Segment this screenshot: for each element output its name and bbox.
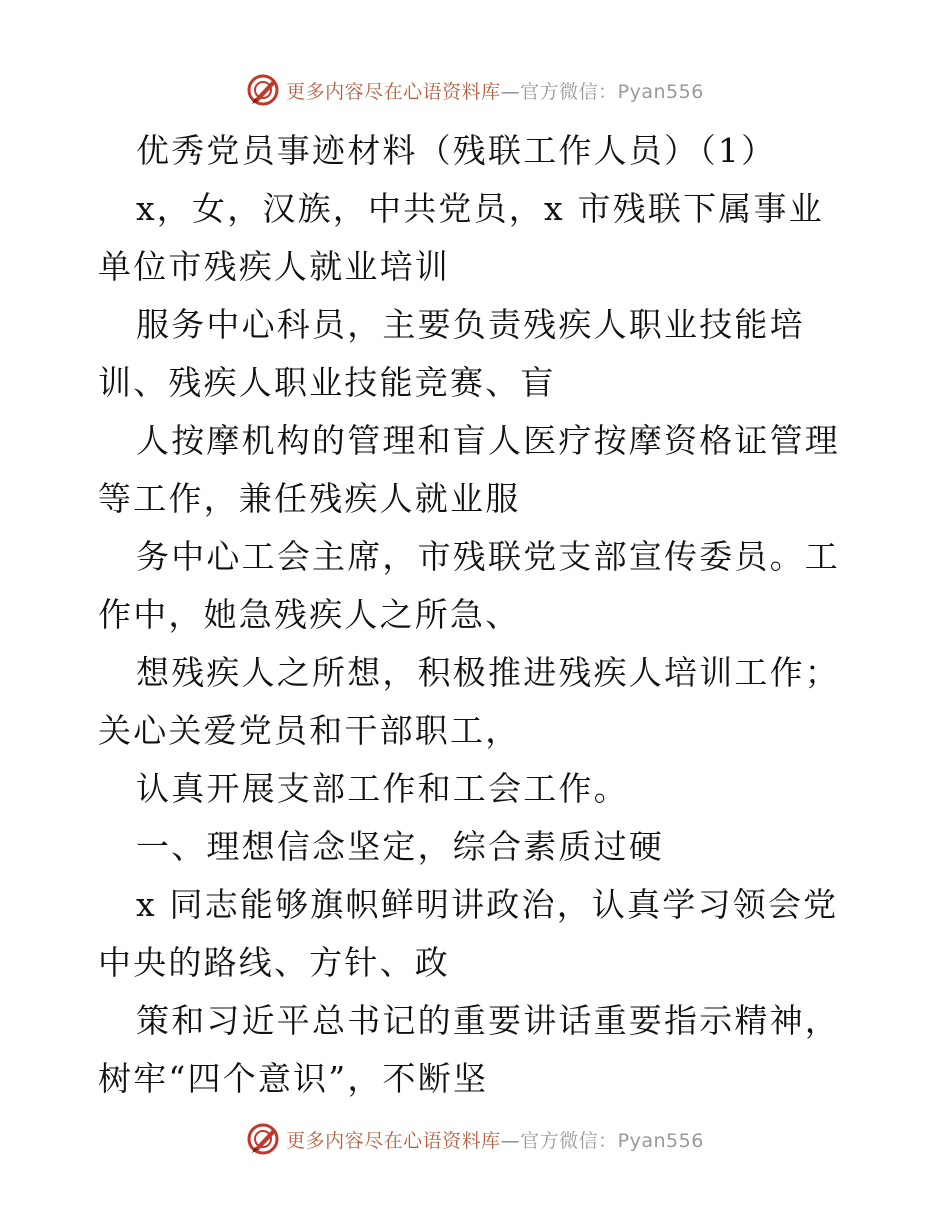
document-title: 优秀党员事迹材料（残联工作人员）（1） (136, 131, 777, 170)
paragraph: 服务中心科员，主要负责残疾人职业技能培训、残疾人职业技能竞赛、盲 (98, 305, 805, 402)
paragraph: x 同志能够旗帜鲜明讲政治，认真学习领会党中央的路线、方针、政 (98, 885, 839, 982)
section-heading: 一、理想信念坚定，综合素质过硬 (136, 827, 664, 866)
watermark-text (286, 1126, 704, 1153)
paragraph: 人按摩机构的管理和盲人医疗按摩资格证管理等工作，兼任残疾人就业服 (98, 421, 840, 518)
watermark-separator: — (500, 1129, 521, 1152)
paragraph: 想残疾人之所想，积极推进残疾人培训工作；关心关爱党员和干部职工， (98, 653, 840, 750)
watermark-contact: 官方微信：Pyan556 (520, 80, 704, 103)
paragraph: x，女，汉族，中共党员，x 市残联下属事业单位市残疾人就业培训 (98, 189, 824, 286)
footer-watermark (0, 1119, 950, 1159)
header-watermark (0, 70, 950, 110)
paragraph: 认真开展支部工作和工会工作。 (136, 769, 629, 808)
pen-logo-icon (246, 73, 280, 107)
paragraph: 策和习近平总书记的重要讲话重要指示精神，树牢“四个意识”，不断坚 (98, 1001, 840, 1098)
watermark-separator: — (500, 80, 521, 103)
watermark-main: 更多内容尽在心语资料库 (286, 80, 501, 103)
watermark-text (286, 77, 704, 104)
watermark-main: 更多内容尽在心语资料库 (286, 1129, 501, 1152)
document-body (98, 122, 858, 1108)
watermark-contact: 官方微信：Pyan556 (520, 1129, 704, 1152)
pen-logo-icon (246, 1122, 280, 1156)
paragraph: 务中心工会主席，市残联党支部宣传委员。工作中，她急残疾人之所急、 (98, 537, 840, 634)
